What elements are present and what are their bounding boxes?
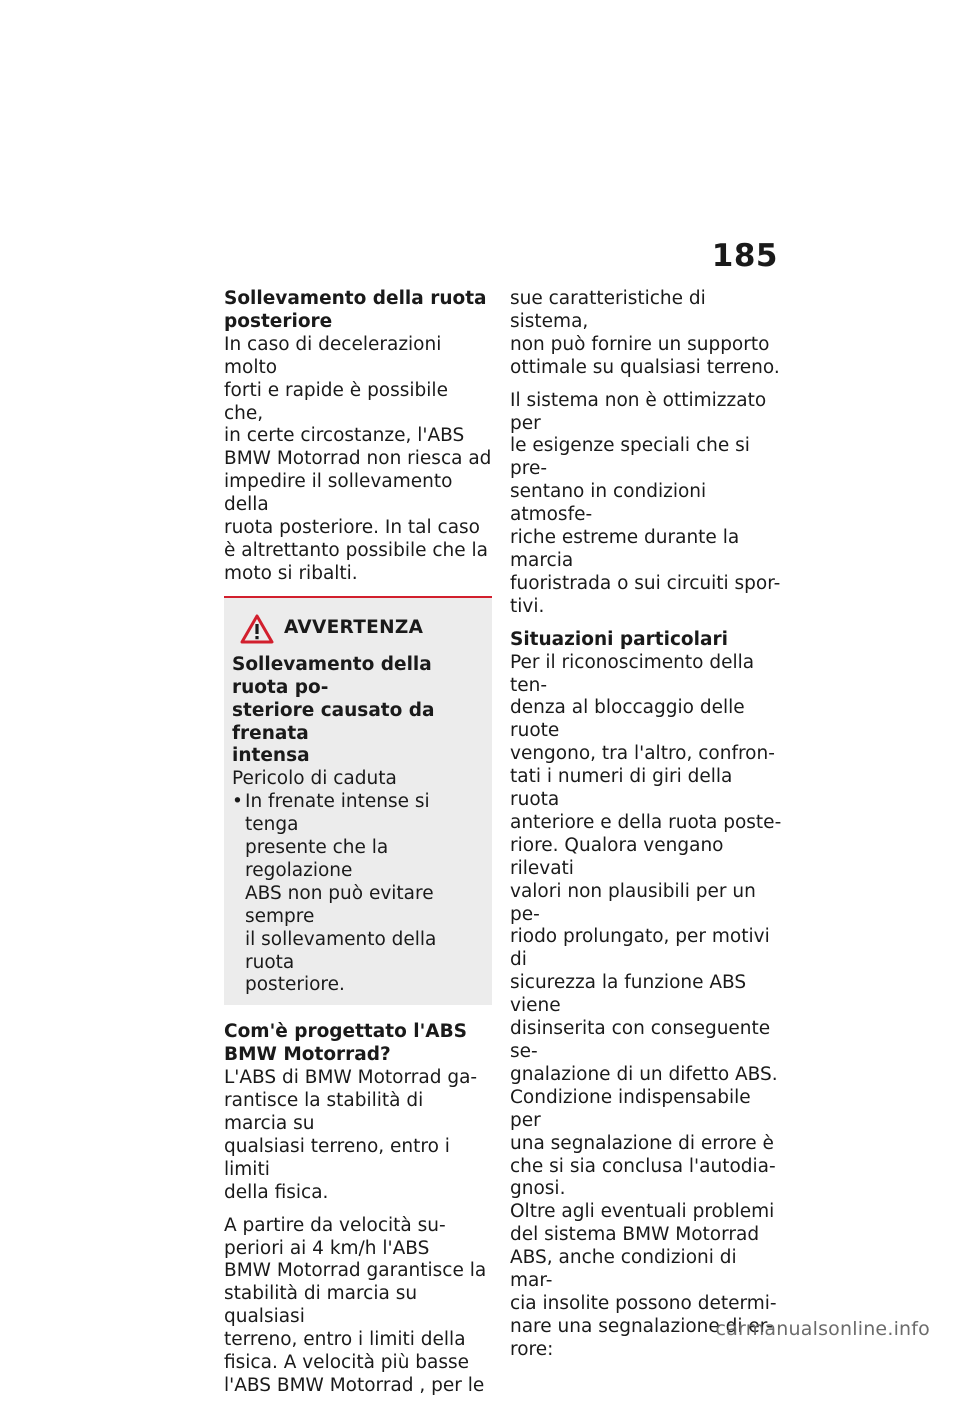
right-column [510, 288, 782, 1372]
warning-subject: Sollevamento della ruota po- steriore causato da frenata intensa [232, 653, 435, 767]
watermark: carmanualsonline.info [715, 1318, 930, 1340]
warning-title: AVVERTENZA [284, 617, 424, 639]
section-text-abs-design-2: A partire da velocità su- periori ai 4 km/h l'ABS BMW Motorrad garantisce la stabilità di marcia su qualsiasi terreno, entro i limiti della fisica. A velocità più basse l'ABS BMW Motorrad , per le [224, 1214, 487, 1396]
right-text-2: Il sistema non è ottimizzato per le esigenze speciali che si pre- sentano in condizioni atmosfe- riche estreme durante la marcia fuoristrada o sui circuiti spor- tivi. [510, 389, 781, 617]
warning-bullet-text: In frenate intense si tenga presente che la regolazione ABS non può evitare sempre il sollevamento della ruota posteriore. [245, 791, 437, 996]
left-column [224, 288, 492, 1408]
warning-bullet [232, 791, 484, 997]
section-heading-rear-wheel-lift: Sollevamento della ruota posteriore [224, 288, 487, 332]
section-text-rear-wheel-lift: In caso di decelerazioni molto forti e rapide è possibile che, in certe circostanze, l'ABS BMW Motorrad non riesca ad impedire il sollevamento della ruota posteriore. In tal caso è altrettanto possibile che la moto si ribalti. [224, 333, 492, 584]
right-text-1: sue caratteristiche di sistema, non può fornire un supporto ottimale su qualsiasi terreno. [510, 288, 780, 378]
section-heading-abs-design: Com'è progettato l'ABS BMW Motorrad? [224, 1021, 467, 1066]
section-text-abs-design-1: L'ABS di BMW Motorrad ga- rantisce la stabilità di marcia su qualsiasi terreno, entro i limiti della fisica. [224, 1067, 478, 1203]
warning-triangle-icon [240, 614, 274, 644]
warning-box [224, 596, 492, 1006]
bullet-dot: • [232, 791, 243, 813]
warning-header [240, 614, 484, 644]
special-situations-text-1: Per il riconoscimento della ten- denza al bloccaggio delle ruote vengono, tra l'altro, confron- tati i numeri di giri della ruota anteriore e della ruota poste- riore. Qualora vengano rilevati valori non plausibili per un pe- riodo prolungato, per motivi di sicurezza la funzione ABS viene disinserita con conseguente se- gnalazione di un difetto ABS. Condizione indispensabile per una segnalazione di errore è che si sia conclusa l'autodia- gnosi. [510, 651, 782, 1200]
section-heading-special-situations: Situazioni particolari [510, 628, 728, 650]
warning-risk: Pericolo di caduta [232, 768, 397, 790]
special-situations-text-2: Oltre agli eventuali problemi del sistema BMW Motorrad ABS, anche condizioni di mar- cia insolite possono determi- nare una segnalazione di er- rore: [510, 1201, 777, 1360]
page-number: 185 [711, 238, 778, 274]
